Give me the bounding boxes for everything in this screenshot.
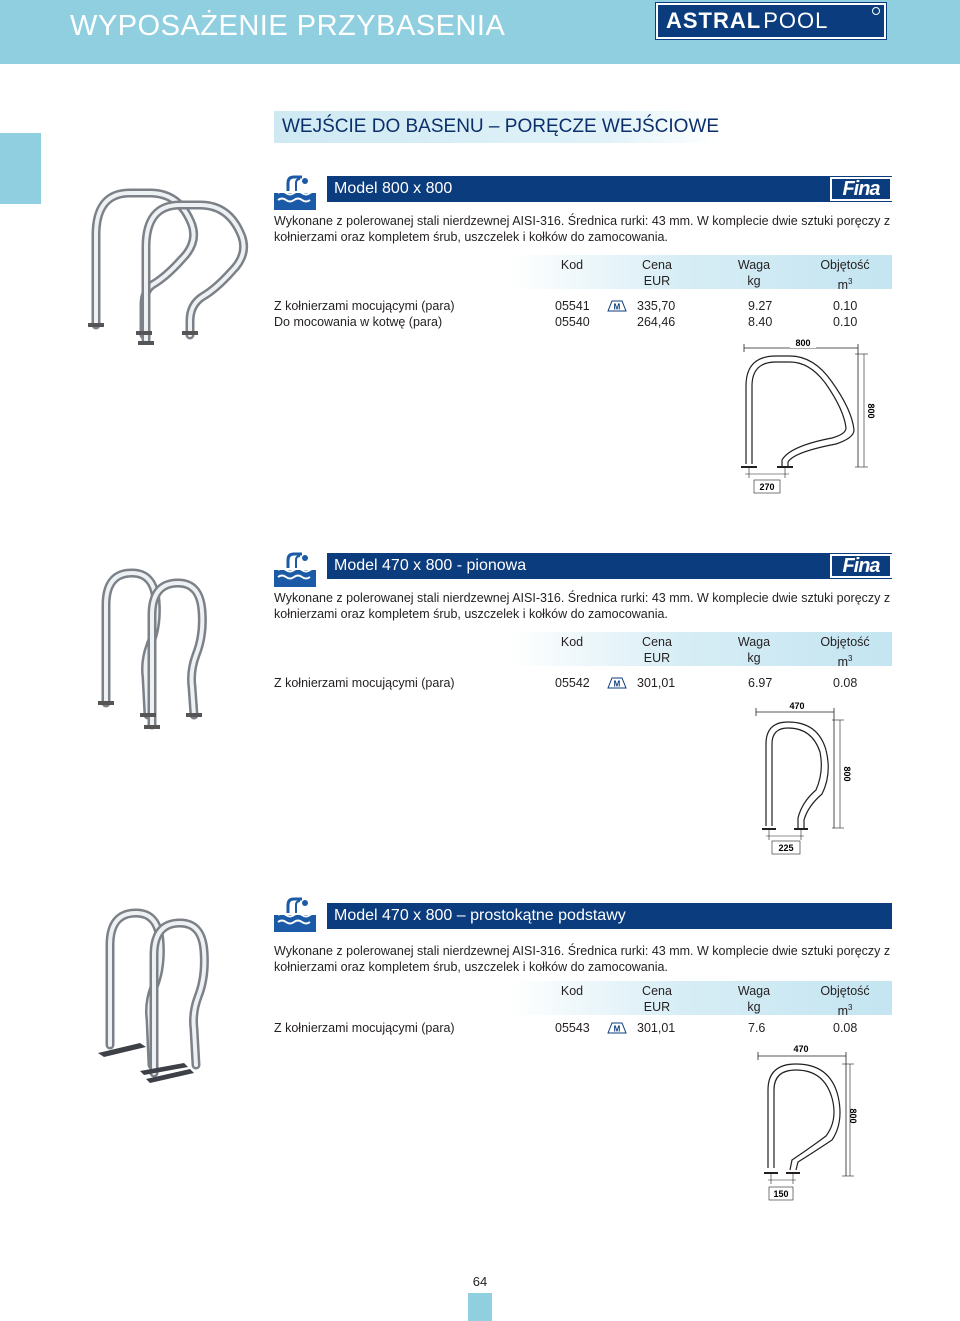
col-kod: Kod [560, 635, 584, 649]
dimension-drawing [748, 698, 860, 858]
row-code: 05540 [555, 315, 590, 329]
model-bar [327, 553, 892, 579]
col-cena: Cena EUR [642, 635, 672, 665]
dimension-drawing [728, 334, 878, 496]
row-volume: 0.10 [833, 299, 858, 313]
col-objetosc: Objętość $m^3$ [820, 984, 870, 1018]
row-weight: 6.97 [748, 676, 773, 690]
model-name: Model 800 x 800 [334, 180, 453, 197]
svg-text:470: 470 [793, 1044, 809, 1054]
model-name: Model 470 x 800 - pionowa [334, 557, 527, 574]
svg-text:800: 800 [848, 1108, 858, 1124]
handrail-photo [92, 565, 222, 735]
svg-text:150: 150 [773, 1189, 789, 1199]
svg-text:800: 800 [795, 338, 811, 348]
logo-text-bold: ASTRAL [666, 8, 762, 33]
model-bar [327, 176, 892, 202]
handrail-photo [96, 905, 226, 1085]
model-bar [327, 903, 892, 929]
logo-text-light: POOL [763, 8, 829, 33]
pool-ladder-icon [274, 173, 316, 210]
fina-logo: Fina [830, 554, 892, 578]
table-header [510, 632, 892, 669]
col-objetosc: Objętość $m^3$ [820, 258, 870, 292]
table-header [510, 255, 892, 292]
section-heading [274, 111, 718, 143]
col-waga: Waga kg [737, 258, 771, 288]
row-weight: 9.27 [748, 299, 773, 313]
svg-text:225: 225 [778, 843, 794, 853]
dimension-drawing [752, 1042, 860, 1204]
fina-logo: Fina [830, 177, 892, 201]
row-code: 05543 [555, 1021, 590, 1035]
col-kod: Kod [560, 984, 584, 998]
row-code: 05542 [555, 676, 590, 690]
svg-text:M: M [613, 302, 621, 312]
side-tab [0, 133, 41, 204]
model-name: Model 470 x 800 – prostokątne podstawy [334, 907, 626, 924]
col-kod: Kod [560, 258, 584, 272]
product-description: Wykonane z polerowanej stali nierdzewnej AISI-316. Średnica rurki: 43 mm. W komplecie dwie sztuki poręczy z kołnierzami oraz kompletem śrub, uszczelek i kołków do zamocowania. [274, 214, 891, 244]
product-description: Wykonane z polerowanej stali nierdzewnej AISI-316. Średnica rurki: 43 mm. W komplecie dwie sztuki poręczy z kołnierzami oraz kompletem śrub, uszczelek i kołków do zamocowania. [274, 944, 891, 974]
pool-ladder-icon [274, 895, 316, 932]
registered-icon [872, 7, 880, 15]
svg-text:800: 800 [866, 403, 876, 419]
svg-text:M: M [613, 679, 621, 689]
row-weight: 8.40 [748, 315, 773, 329]
m-badge-icon [607, 1022, 627, 1034]
col-cena: Cena EUR [642, 258, 672, 288]
row-label: Z kołnierzami mocującymi (para) [274, 676, 455, 690]
row-price: 301,01 [637, 1021, 676, 1035]
footer-tab [468, 1293, 492, 1321]
row-price: 335,70 [637, 299, 676, 313]
row-weight: 7.6 [748, 1021, 766, 1035]
row-label: Do mocowania w kotwę (para) [274, 315, 443, 329]
col-cena: Cena EUR [642, 984, 672, 1014]
col-waga: Waga kg [737, 984, 771, 1014]
col-objetosc: Objętość $m^3$ [820, 635, 870, 669]
m-badge-icon [607, 300, 627, 312]
pool-ladder-icon [274, 550, 316, 587]
row-volume: 0.08 [833, 676, 858, 690]
handrail-photo [82, 185, 254, 350]
product-description: Wykonane z polerowanej stali nierdzewnej AISI-316. Średnica rurki: 43 mm. W komplecie dwie sztuki poręczy z kołnierzami oraz kompletem śrub, uszczelek i kołków do zamocowania. [274, 591, 891, 621]
row-volume: 0.08 [833, 1021, 858, 1035]
page-number: 64 [472, 1274, 488, 1289]
row-code: 05541 [555, 299, 590, 313]
row-label: Z kołnierzami mocującymi (para) [274, 299, 455, 313]
svg-text:270: 270 [759, 482, 775, 492]
svg-text:M: M [613, 1024, 621, 1034]
header-bar [0, 0, 960, 64]
svg-text:470: 470 [789, 701, 805, 711]
row-price: 301,01 [637, 676, 676, 690]
table-header [510, 981, 892, 1018]
page-title: WYPOSAŻENIE PRZYBASENIA [70, 10, 506, 42]
row-volume: 0.10 [833, 315, 858, 329]
section-title: WEJŚCIE DO BASENU – PORĘCZE WEJŚCIOWE [282, 116, 720, 137]
svg-text:800: 800 [842, 766, 852, 782]
m-badge-icon [607, 677, 627, 689]
col-waga: Waga kg [737, 635, 771, 665]
astralpool-logo [656, 3, 886, 39]
row-label: Z kołnierzami mocującymi (para) [274, 1021, 455, 1035]
row-price: 264,46 [637, 315, 676, 329]
